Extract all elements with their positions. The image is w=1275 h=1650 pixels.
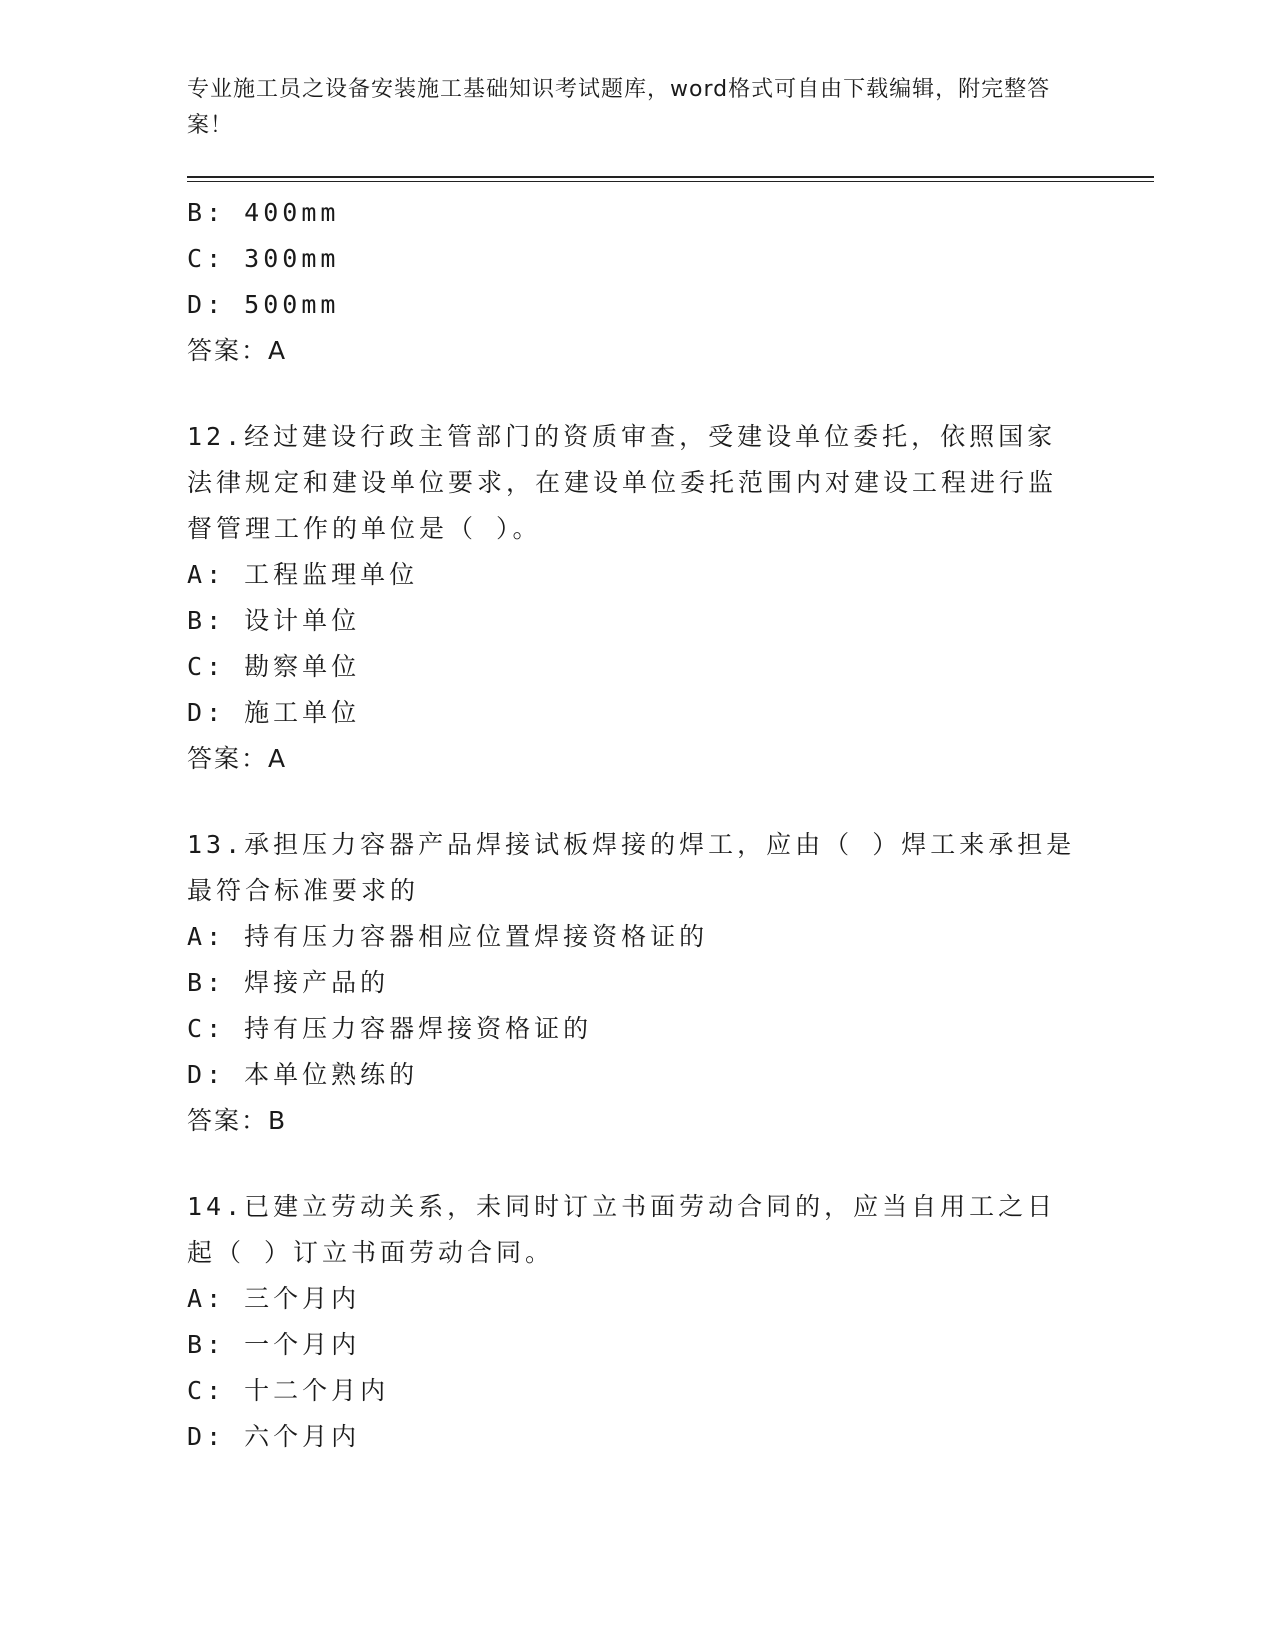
option-row: B: 400mm	[187, 198, 340, 227]
answer-row: 答案：A	[187, 336, 288, 365]
answer-row: 答案：A	[187, 744, 288, 773]
option-row: D: 500mm	[187, 290, 340, 319]
question-block	[187, 1184, 1087, 1460]
question-block	[187, 822, 1087, 1144]
header-divider	[187, 176, 1154, 178]
page-header	[187, 72, 1067, 144]
page-content	[187, 190, 1087, 1460]
prev-question	[187, 190, 1087, 374]
option-row: A: 持有压力容器相应位置焊接资格证的	[187, 922, 709, 951]
option-row: D: 六个月内	[187, 1422, 361, 1451]
option-row: C: 300mm	[187, 244, 340, 273]
option-row: B: 一个月内	[187, 1330, 361, 1359]
option-row: A: 工程监理单位	[187, 560, 419, 589]
question-text: 12.经过建设行政主管部门的资质审查，受建设单位委托，依照国家法律规定和建设单位要求，在建设单位委托范围内对建设工程进行监督管理工作的单位是（ ）。	[187, 422, 1058, 543]
question-text: 14.已建立劳动关系，未同时订立书面劳动合同的，应当自用工之日起（ ）订立书面劳动合同。	[187, 1192, 1057, 1267]
option-row: A: 三个月内	[187, 1284, 361, 1313]
option-row: D: 本单位熟练的	[187, 1060, 419, 1089]
header-title: 专业施工员之设备安装施工基础知识考试题库，word格式可自由下载编辑，附完整答案！	[187, 77, 1051, 138]
question-block	[187, 414, 1087, 782]
question-text: 13.承担压力容器产品焊接试板焊接的焊工，应由（ ）焊工来承担是最符合标准要求的	[187, 830, 1076, 905]
option-row: C: 十二个月内	[187, 1376, 390, 1405]
option-row: B: 设计单位	[187, 606, 361, 635]
option-row: C: 勘察单位	[187, 652, 361, 681]
answer-row: 答案：B	[187, 1106, 288, 1135]
header-divider-thin	[187, 181, 1154, 182]
option-row: D: 施工单位	[187, 698, 361, 727]
option-row: C: 持有压力容器焊接资格证的	[187, 1014, 593, 1043]
option-row: B: 焊接产品的	[187, 968, 390, 997]
